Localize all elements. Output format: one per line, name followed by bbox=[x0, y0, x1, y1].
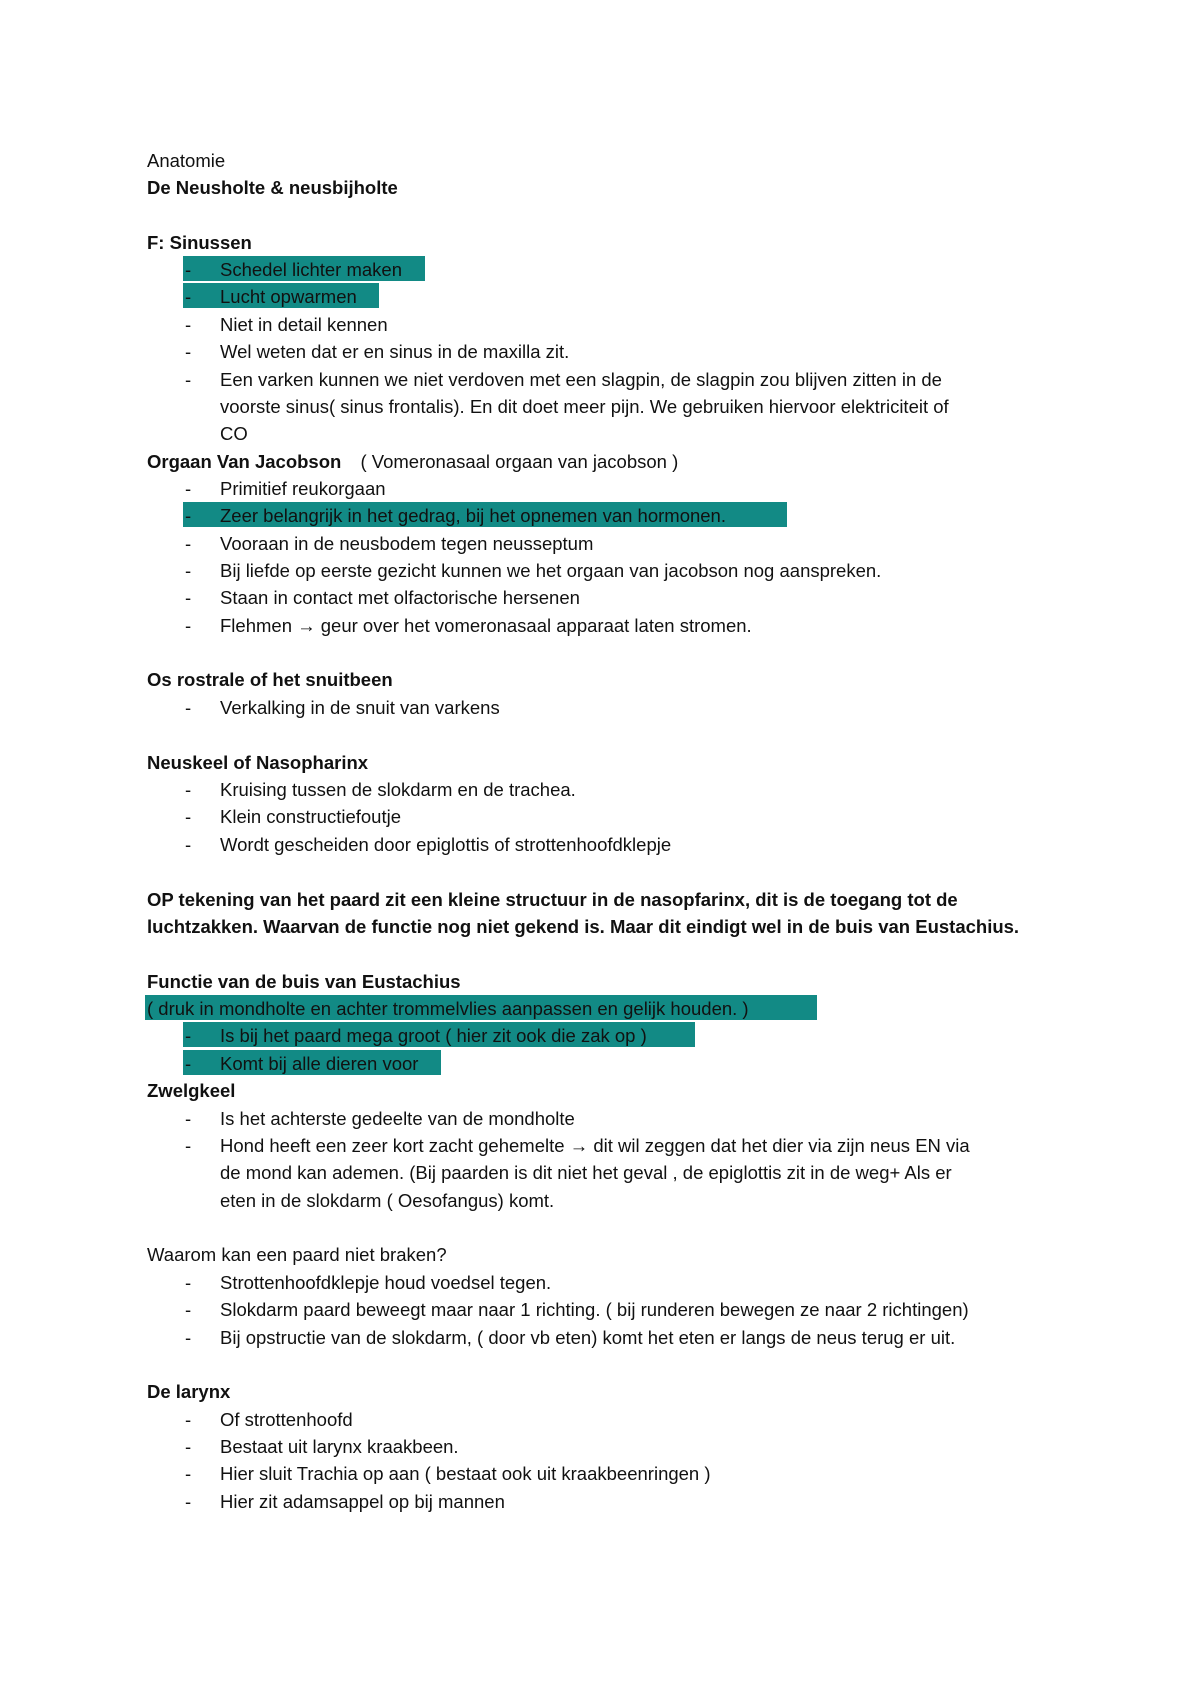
list-bullet: - bbox=[185, 1491, 192, 1512]
list-bullet: - bbox=[185, 369, 192, 390]
list-bullet: - bbox=[185, 533, 192, 554]
list-item-continuation: de mond kan ademen. (Bij paarden is dit niet het geval , de epiglottis zit in de weg+ Als er bbox=[220, 1162, 952, 1183]
list-bullet: - bbox=[185, 1327, 192, 1348]
section-heading-row bbox=[147, 448, 678, 475]
list-bullet: - bbox=[185, 560, 192, 581]
list-item: Is bij het paard mega groot ( hier zit ook die zak op ) bbox=[220, 1025, 647, 1046]
list-bullet: - bbox=[185, 615, 192, 636]
list-item: Lucht opwarmen bbox=[220, 286, 357, 307]
question-heading: Waarom kan een paard niet braken? bbox=[147, 1244, 447, 1265]
list-item-continuation: eten in de slokdarm ( Oesofangus) komt. bbox=[220, 1190, 555, 1211]
list-bullet: - bbox=[185, 1108, 192, 1129]
list-item: Bij opstructie van de slokdarm, ( door vb eten) komt het eten er langs de neus terug er uit. bbox=[220, 1327, 956, 1348]
list-item-continuation: CO bbox=[220, 423, 248, 444]
list-bullet: - bbox=[185, 1025, 192, 1046]
list-bullet: - bbox=[185, 314, 192, 335]
list-item: Bij liefde op eerste gezicht kunnen we het orgaan van jacobson nog aanspreken. bbox=[220, 560, 882, 581]
list-item: Wel weten dat er en sinus in de maxilla zit. bbox=[220, 341, 570, 362]
list-bullet: - bbox=[185, 341, 192, 362]
section-heading: De larynx bbox=[147, 1381, 231, 1402]
list-item: Slokdarm paard beweegt maar naar 1 richting. ( bij runderen bewegen ze naar 2 richtingen) bbox=[220, 1299, 969, 1320]
section-heading: Orgaan Van Jacobson bbox=[147, 451, 342, 472]
list-bullet: - bbox=[185, 1463, 192, 1484]
list-item-continuation: voorste sinus( sinus frontalis). En dit doet meer pijn. We gebruiken hiervoor elektriciteit of bbox=[220, 396, 949, 417]
section-heading: Neuskeel of Nasopharinx bbox=[147, 752, 369, 773]
list-item: Bestaat uit larynx kraakbeen. bbox=[220, 1436, 459, 1457]
list-item: Strottenhoofdklepje houd voedsel tegen. bbox=[220, 1272, 552, 1293]
list-bullet: - bbox=[185, 834, 192, 855]
list-item: Kruising tussen de slokdarm en de trachea. bbox=[220, 779, 576, 800]
item-text-a: Flehmen bbox=[220, 615, 292, 636]
list-bullet: - bbox=[185, 505, 192, 526]
right-arrow-icon: → bbox=[569, 1135, 589, 1156]
list-bullet: - bbox=[185, 587, 192, 608]
list-item: Staan in contact met olfactorische hersenen bbox=[220, 587, 580, 608]
list-item: Hier zit adamsappel op bij mannen bbox=[220, 1491, 505, 1512]
item-text-b: dit wil zeggen dat het dier via zijn neus EN via bbox=[593, 1135, 970, 1156]
list-bullet: - bbox=[185, 478, 192, 499]
list-bullet: - bbox=[185, 806, 192, 827]
right-arrow-icon: → bbox=[297, 615, 316, 636]
list-item: Of strottenhoofd bbox=[220, 1409, 353, 1430]
section-heading: Zwelgkeel bbox=[147, 1080, 236, 1101]
item-text-b: geur over het vomeronasaal apparaat laten stromen. bbox=[320, 615, 752, 636]
list-bullet: - bbox=[185, 286, 192, 307]
list-bullet: - bbox=[185, 779, 192, 800]
list-bullet: - bbox=[185, 259, 192, 280]
section-heading: F: Sinussen bbox=[147, 232, 252, 253]
list-item: Is het achterste gedeelte van de mondholte bbox=[220, 1108, 575, 1129]
doc-subtitle: De Neusholte & neusbijholte bbox=[147, 177, 398, 198]
list-item: Primitief reukorgaan bbox=[220, 478, 386, 499]
list-bullet: - bbox=[185, 1053, 192, 1074]
note-paragraph-line: luchtzakken. Waarvan de functie nog niet gekend is. Maar dit eindigt wel in de buis van Eustachius. bbox=[147, 916, 1020, 937]
list-bullet: - bbox=[185, 1299, 192, 1320]
list-item bbox=[220, 612, 752, 639]
section-heading: Os rostrale of het snuitbeen bbox=[147, 669, 393, 690]
list-item: Komt bij alle dieren voor bbox=[220, 1053, 419, 1074]
section-heading-note: ( Vomeronasaal orgaan van jacobson ) bbox=[360, 451, 679, 472]
section-intro: ( druk in mondholte en achter trommelvlies aanpassen en gelijk houden. ) bbox=[147, 998, 749, 1019]
list-item: Wordt gescheiden door epiglottis of strottenhoofdklepje bbox=[220, 834, 672, 855]
list-item: Klein constructiefoutje bbox=[220, 806, 401, 827]
list-bullet: - bbox=[185, 1272, 192, 1293]
list-item: Niet in detail kennen bbox=[220, 314, 388, 335]
list-item: Vooraan in de neusbodem tegen neusseptum bbox=[220, 533, 594, 554]
doc-title: Anatomie bbox=[147, 150, 226, 171]
list-bullet: - bbox=[185, 1436, 192, 1457]
list-item: Hier sluit Trachia op aan ( bestaat ook uit kraakbeenringen ) bbox=[220, 1463, 711, 1484]
list-bullet: - bbox=[185, 1135, 192, 1156]
item-text-a: Hond heeft een zeer kort zacht gehemelte bbox=[220, 1135, 565, 1156]
list-item: Zeer belangrijk in het gedrag, bij het opnemen van hormonen. bbox=[220, 505, 726, 526]
list-item: Een varken kunnen we niet verdoven met een slagpin, de slagpin zou blijven zitten in de bbox=[220, 369, 942, 390]
list-item bbox=[220, 1132, 970, 1159]
list-bullet: - bbox=[185, 1409, 192, 1430]
list-item: Verkalking in de snuit van varkens bbox=[220, 697, 500, 718]
section-heading: Functie van de buis van Eustachius bbox=[147, 971, 461, 992]
list-bullet: - bbox=[185, 697, 192, 718]
note-paragraph-line: OP tekening van het paard zit een kleine structuur in de nasopfarinx, dit is de toegang tot de bbox=[147, 889, 958, 910]
list-item: Schedel lichter maken bbox=[220, 259, 403, 280]
